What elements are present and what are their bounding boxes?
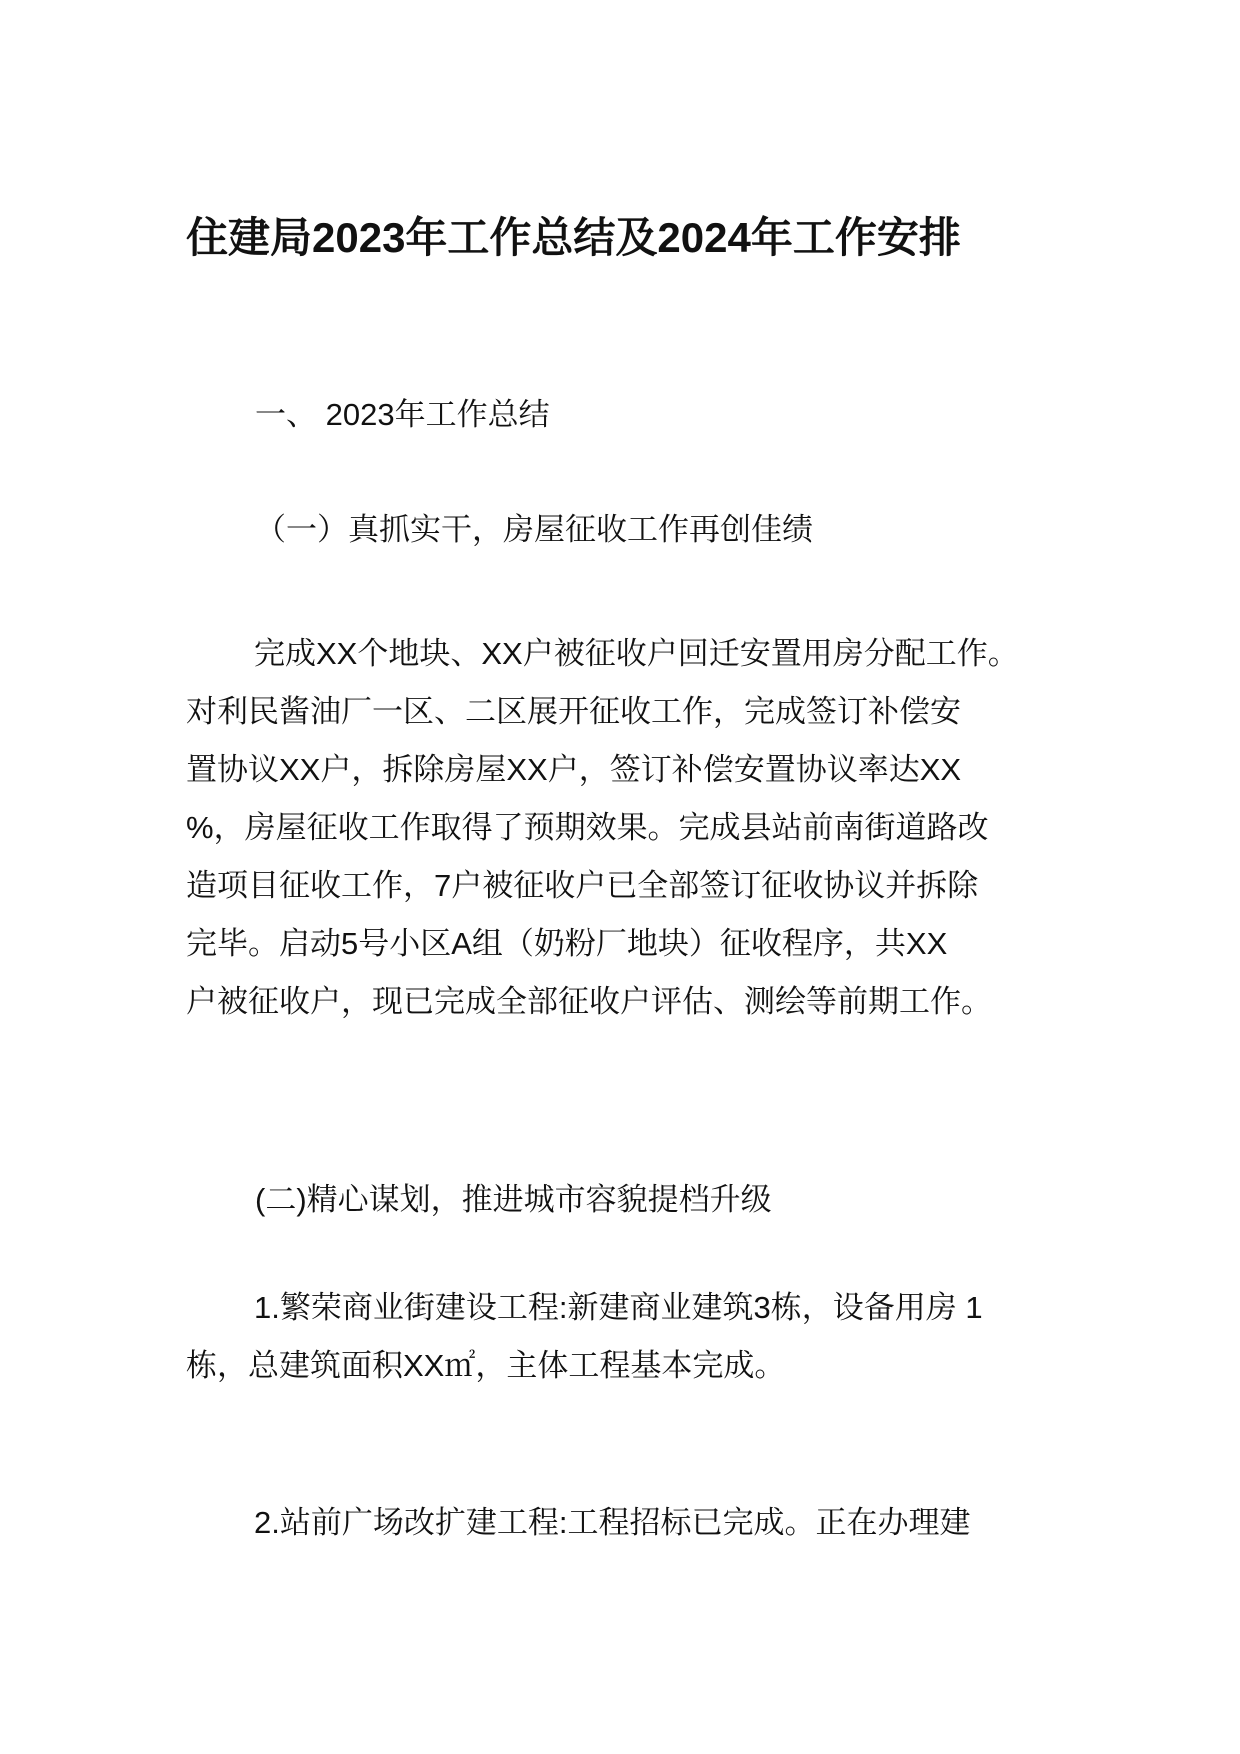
subsection-heading-1: （一）真抓实干，房屋征收工作再创佳绩 <box>255 512 813 547</box>
paragraph-1 <box>186 625 1056 1031</box>
paragraph-line: 栋，总建筑面积XX㎡，主体工程基本完成。 <box>186 1348 786 1383</box>
section-heading-1: 一、 2023年工作总结 <box>255 397 550 432</box>
item-1-paragraph <box>186 1279 1056 1395</box>
paragraph-line: 完毕。启动5号小区A组（奶粉厂地块）征收程序，共XX <box>186 926 948 961</box>
document-title: 住建局2023年工作总结及2024年工作安排 <box>186 214 961 261</box>
paragraph-line: 1.繁荣商业街建设工程:新建商业建筑3栋，设备用房 1 <box>254 1290 983 1325</box>
paragraph-line: 户被征收户，现已完成全部征收户评估、测绘等前期工作。 <box>186 984 992 1019</box>
subsection-heading-2: (二)精心谋划，推进城市容貌提档升级 <box>255 1182 772 1217</box>
paragraph-line: 置协议XX户，拆除房屋XX户，签订补偿安置协议率达XX <box>186 752 962 787</box>
paragraph-line: 对利民酱油厂一区、二区展开征收工作，完成签订补偿安 <box>186 694 961 729</box>
item-2-paragraph <box>186 1494 1056 1552</box>
paragraph-line: 完成XX个地块、XX户被征收户回迁安置用房分配工作。 <box>254 636 1019 671</box>
paragraph-line: 2.站前广场改扩建工程:工程招标已完成。正在办理建 <box>254 1505 971 1540</box>
paragraph-line: %，房屋征收工作取得了预期效果。完成县站前南街道路改 <box>186 810 989 845</box>
paragraph-line: 造项目征收工作，7户被征收户已全部签订征收协议并拆除 <box>186 868 979 903</box>
